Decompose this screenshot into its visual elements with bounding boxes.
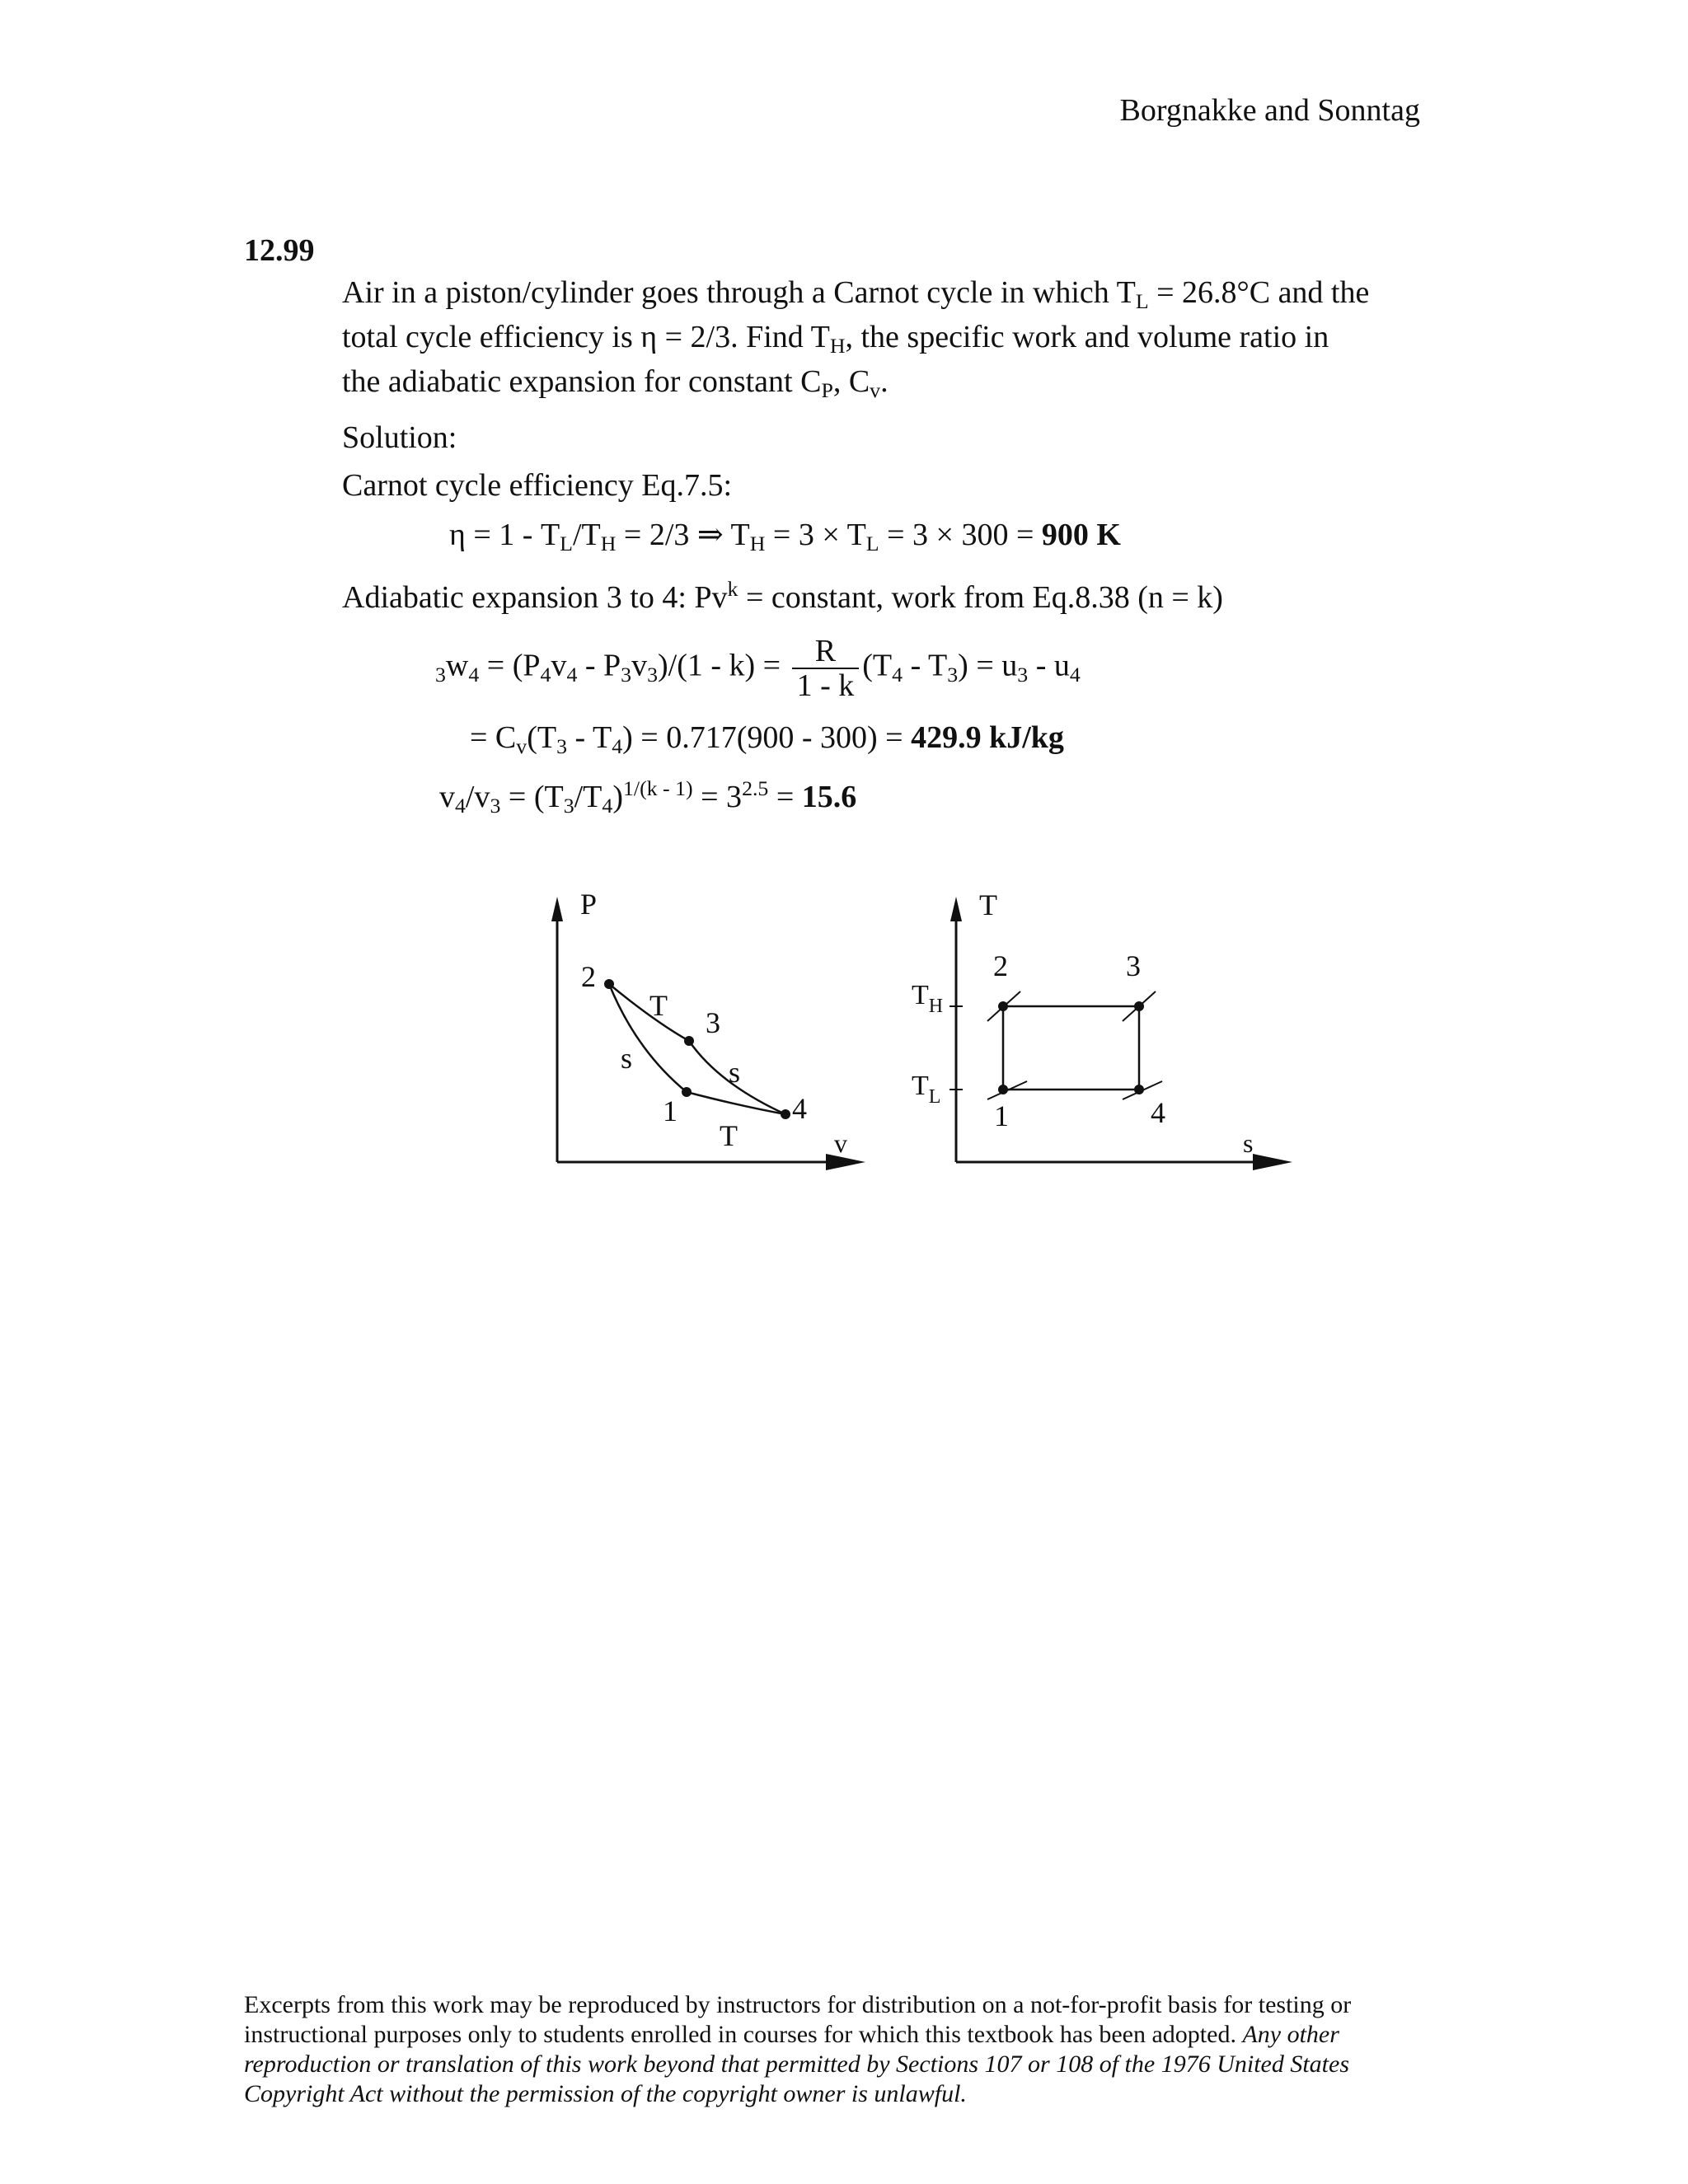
pv-x-axis-label: v bbox=[834, 1128, 847, 1158]
pv-y-axis-label: P bbox=[580, 888, 598, 921]
ts-state-4-point bbox=[1134, 1085, 1144, 1094]
solution-label: Solution: bbox=[342, 420, 457, 455]
pv-lower-process-curve bbox=[609, 984, 785, 1114]
ts-carnot-cycle-rectangle bbox=[1003, 1006, 1139, 1090]
pv-process-label-upper-s: s bbox=[729, 1056, 741, 1089]
pv-y-arrow bbox=[551, 897, 563, 921]
ts-tl-label: $T_L$ bbox=[912, 1071, 941, 1108]
th-result: 900 K bbox=[1041, 518, 1121, 552]
ts-diagram bbox=[907, 882, 1302, 1195]
pv-state-4-label: 4 bbox=[792, 1092, 807, 1125]
ts-y-axis-label: T bbox=[979, 888, 997, 921]
pv-state-1-point bbox=[682, 1087, 692, 1097]
pv-state-4-point bbox=[781, 1109, 790, 1119]
ts-state-3-point bbox=[1134, 1001, 1144, 1011]
pv-process-label-bottom-t: T bbox=[720, 1119, 738, 1152]
pv-process-label-top-t: T bbox=[649, 989, 668, 1022]
work-result: 429.9 kJ/kg bbox=[911, 720, 1064, 755]
volume-ratio-equation: $v_4/v_3 = (T_3/T_4)^{1/(k - 1)} = 3^{2.5} = 15.6$ bbox=[439, 776, 857, 818]
ts-y-arrow bbox=[950, 897, 962, 921]
ts-state-2-point bbox=[998, 1001, 1008, 1011]
ts-x-arrow bbox=[1253, 1154, 1292, 1170]
efficiency-equation: $\eta = 1 - T_L/T_H = 2/3$ ⇒ $T_H = 3 \times T_L = 3 \times 300 = 900$ K bbox=[449, 518, 1121, 556]
ratio-result: 15.6 bbox=[801, 780, 857, 814]
problem-number: 12.99 bbox=[244, 233, 315, 268]
cv-work-equation: = $C_v(T_3 - T_4) = 0.717(900 - 300) = 429.9$ kJ/kg bbox=[470, 720, 1064, 759]
work-equation: $_3w_4 = (P_4v_4 - P_3v_3)/(1 - k)$ = $\frac{R}{1 - k}$ $(T_4 - T_3) = u_3 - u_4$ bbox=[435, 634, 1081, 703]
footer-text: Excerpts from this work may be reproduced by instructors for distribution on a not-for-profit basis for testing or instructional purposes only to students enrolled in courses for which this textbook has been adopted. bbox=[244, 1991, 1352, 2048]
statement-line-1: Air in a piston/cylinder goes through a Carnot cycle in which $T_L = 26.8^\circ C$ and the bbox=[342, 275, 1370, 314]
pv-state-3-point bbox=[684, 1036, 694, 1046]
ts-state-1-point bbox=[998, 1085, 1008, 1094]
ts-state-1-label: 1 bbox=[994, 1099, 1009, 1132]
ts-state-3-label: 3 bbox=[1126, 949, 1141, 982]
footer-italic-text: Any other reproduction or translation of this work beyond that permitted by Sections 107 or 108 of the 1976 United States Copyright Act without the permission of the copyright owner is unlawful. bbox=[244, 2021, 1350, 2107]
carnot-efficiency-label: Carnot cycle efficiency Eq.7.5: bbox=[342, 468, 733, 503]
pv-state-2-label: 2 bbox=[581, 960, 596, 993]
pv-process-label-left-s: s bbox=[621, 1042, 633, 1075]
ts-state-2-label: 2 bbox=[993, 949, 1008, 982]
pv-diagram bbox=[528, 882, 882, 1195]
ts-th-label: $T_H$ bbox=[912, 980, 944, 1017]
ts-x-axis-label: s bbox=[1243, 1128, 1254, 1158]
r-over-one-minus-k: $\frac{R}{1 - k}$ bbox=[792, 635, 860, 702]
copyright-footer bbox=[244, 1990, 1447, 2109]
statement-line-3: the adiabatic expansion for constant $C_P$, $C_v$. bbox=[342, 364, 889, 403]
statement-line-2: total cycle efficiency is η = 2/3. Find $T_H$, the specific work and volume ratio in bbox=[342, 320, 1329, 359]
adiabatic-expansion-line: Adiabatic expansion 3 to 4: $Pv^k$ = constant, work from Eq.8.38 (n = k) bbox=[342, 576, 1223, 615]
ts-state-4-label: 4 bbox=[1151, 1096, 1165, 1129]
pv-state-3-label: 3 bbox=[706, 1006, 720, 1039]
header-authors: Borgnakke and Sonntag bbox=[1119, 93, 1420, 128]
pv-state-2-point bbox=[604, 979, 614, 989]
pv-state-1-label: 1 bbox=[663, 1094, 678, 1127]
